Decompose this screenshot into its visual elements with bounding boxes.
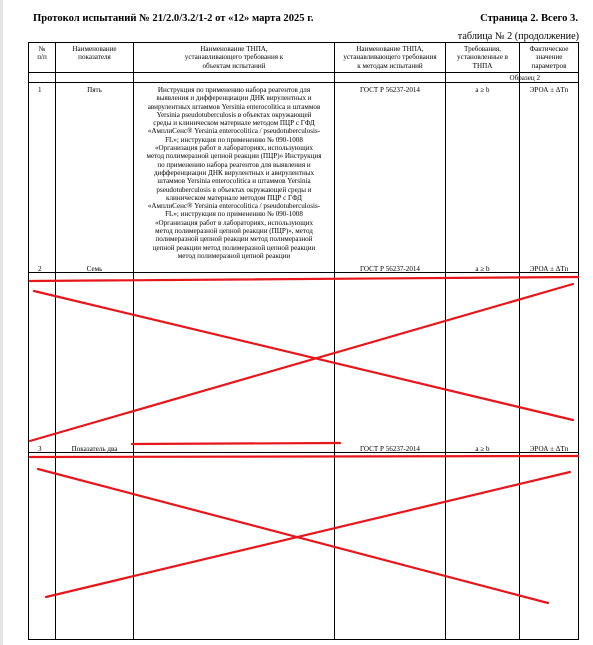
header-line: объектам испытаний — [202, 61, 266, 70]
header-line: Требования, — [464, 45, 501, 53]
object-tnpa-line: «Организация работ в лабораториях, использующих — [154, 144, 314, 153]
header-line: устанавливающего требования — [343, 53, 437, 62]
header-cell-actual — [520, 45, 578, 70]
object-tnpa-line: авирулентных штаммов Yersinia enterocolitica и штаммов — [147, 102, 321, 111]
object-tnpa-line: Инструкция по применению набора реагентов для — [157, 86, 311, 94]
object-tnpa-line: дифференциации ДНК вирулентных и авирулентных — [153, 168, 315, 177]
object-tnpa-line: выявления и дифференциации ДНК вирулентных и — [156, 94, 312, 103]
object-tnpa-line: метод полимеразной цепной реакции — [177, 251, 291, 260]
page-edge-shade — [0, 0, 3, 645]
object-tnpa-line: клиническом материале методом ПЦР с ГФД — [166, 193, 302, 202]
object-tnpa-line: FL»; инструкция по применению № 090-1008 — [165, 210, 303, 219]
header-cell-object-tnpa — [134, 45, 334, 70]
header-cell-number — [29, 45, 55, 62]
object-tnpa-line: метод полимеразной цепной реакции (ПЦР)» Инструкция — [146, 152, 322, 161]
object-tnpa-line: цепной реакции метод полимеразной цепной реакции — [152, 243, 316, 252]
object-tnpa-line: Yersinia pseudotuberculosis в объектах окружающей — [156, 110, 312, 119]
header-line: ТНПА — [472, 61, 493, 70]
header-line: Фактическое — [529, 45, 569, 53]
row-number: 3 — [38, 445, 42, 453]
row-actual-value: ЭРОА ± ΔTn — [529, 86, 569, 94]
row-indicator: Пять — [87, 86, 102, 94]
sample-row-border — [28, 82, 579, 83]
header-line: параметров — [531, 61, 567, 70]
object-tnpa-line: «АмплиСенс® Yersinia enterocolitica / pseudotuberculosis- — [147, 127, 321, 136]
header-line: устанавливающего требования к — [184, 53, 284, 62]
object-tnpa-line: среды и клиническом материале методом ПЦР с ГФД — [153, 119, 315, 128]
row-method-tnpa: ГОСТ Р 56237-2014 — [360, 265, 420, 273]
table-caption: таблица № 2 (продолжение) — [457, 31, 579, 42]
header-cell-method-tnpa — [335, 45, 445, 70]
header-line: Наименование — [72, 45, 117, 53]
document-header — [33, 13, 578, 29]
row-requirement: a ≥ b — [475, 86, 490, 94]
header-line: установленные в — [457, 53, 508, 62]
object-tnpa-line: «АмплиСенс® Yersinia enterocolitica / pseudotuberculosis- — [147, 202, 321, 211]
object-tnpa-line: полимеразной цепной реакции метод полимеразной — [155, 235, 313, 244]
row-requirement: a ≥ b — [475, 265, 490, 273]
column-divider — [445, 42, 446, 640]
object-tnpa-line: метод полимеразной цепной реакции (ПЦР)», метод — [155, 227, 313, 236]
object-tnpa-line: pseudotuberculosis в объектах окружающей среды и — [156, 185, 312, 194]
object-tnpa-line: по применению набора реагентов для выявления и — [157, 160, 311, 169]
row-requirement: a ≥ b — [475, 445, 490, 453]
header-line: к методам испытаний — [357, 61, 423, 70]
object-tnpa-line: штаммов Yersinia enterocolitica и штаммов Yersinia — [157, 177, 311, 186]
row-object-tnpa — [135, 86, 333, 260]
sample-label-cell — [334, 74, 578, 82]
column-divider — [519, 42, 520, 640]
protocol-title: Протокол испытаний № 21/2.0/3.2/1-2 от «12» марта 2025 г. — [33, 13, 314, 24]
header-line: значение — [535, 53, 563, 62]
header-line: п/п — [37, 53, 47, 62]
row-method-tnpa: ГОСТ Р 56237-2014 — [360, 86, 420, 94]
row-actual-value: ЭРОА ± ΔTn — [529, 265, 569, 273]
object-tnpa-line: «Организация работ в лабораториях, использующих — [154, 218, 314, 227]
header-line: показателя — [78, 53, 111, 62]
header-cell-requirements — [446, 45, 519, 70]
sample-label: Образец 2 — [509, 73, 540, 82]
header-line: Наименование ТНПА, — [200, 45, 268, 53]
row-indicator: Семь — [86, 265, 103, 273]
header-line: Наименование ТНПА, — [356, 45, 424, 53]
object-tnpa-line: FL»; инструкция по применению № 090-1008 — [165, 135, 303, 144]
row-number: 1 — [38, 86, 42, 94]
row-number: 2 — [38, 265, 42, 273]
column-divider — [55, 42, 56, 640]
header-cell-indicator — [56, 45, 133, 62]
row-method-tnpa: ГОСТ Р 56237-2014 — [360, 445, 420, 453]
header-line: № — [38, 45, 46, 53]
column-divider — [133, 42, 134, 640]
column-divider — [334, 42, 335, 640]
page-info: Страница 2. Всего 3. — [480, 13, 578, 24]
row-indicator: Показатель два — [71, 445, 118, 453]
row-actual-value: ЭРОА ± ΔTn — [529, 445, 569, 453]
